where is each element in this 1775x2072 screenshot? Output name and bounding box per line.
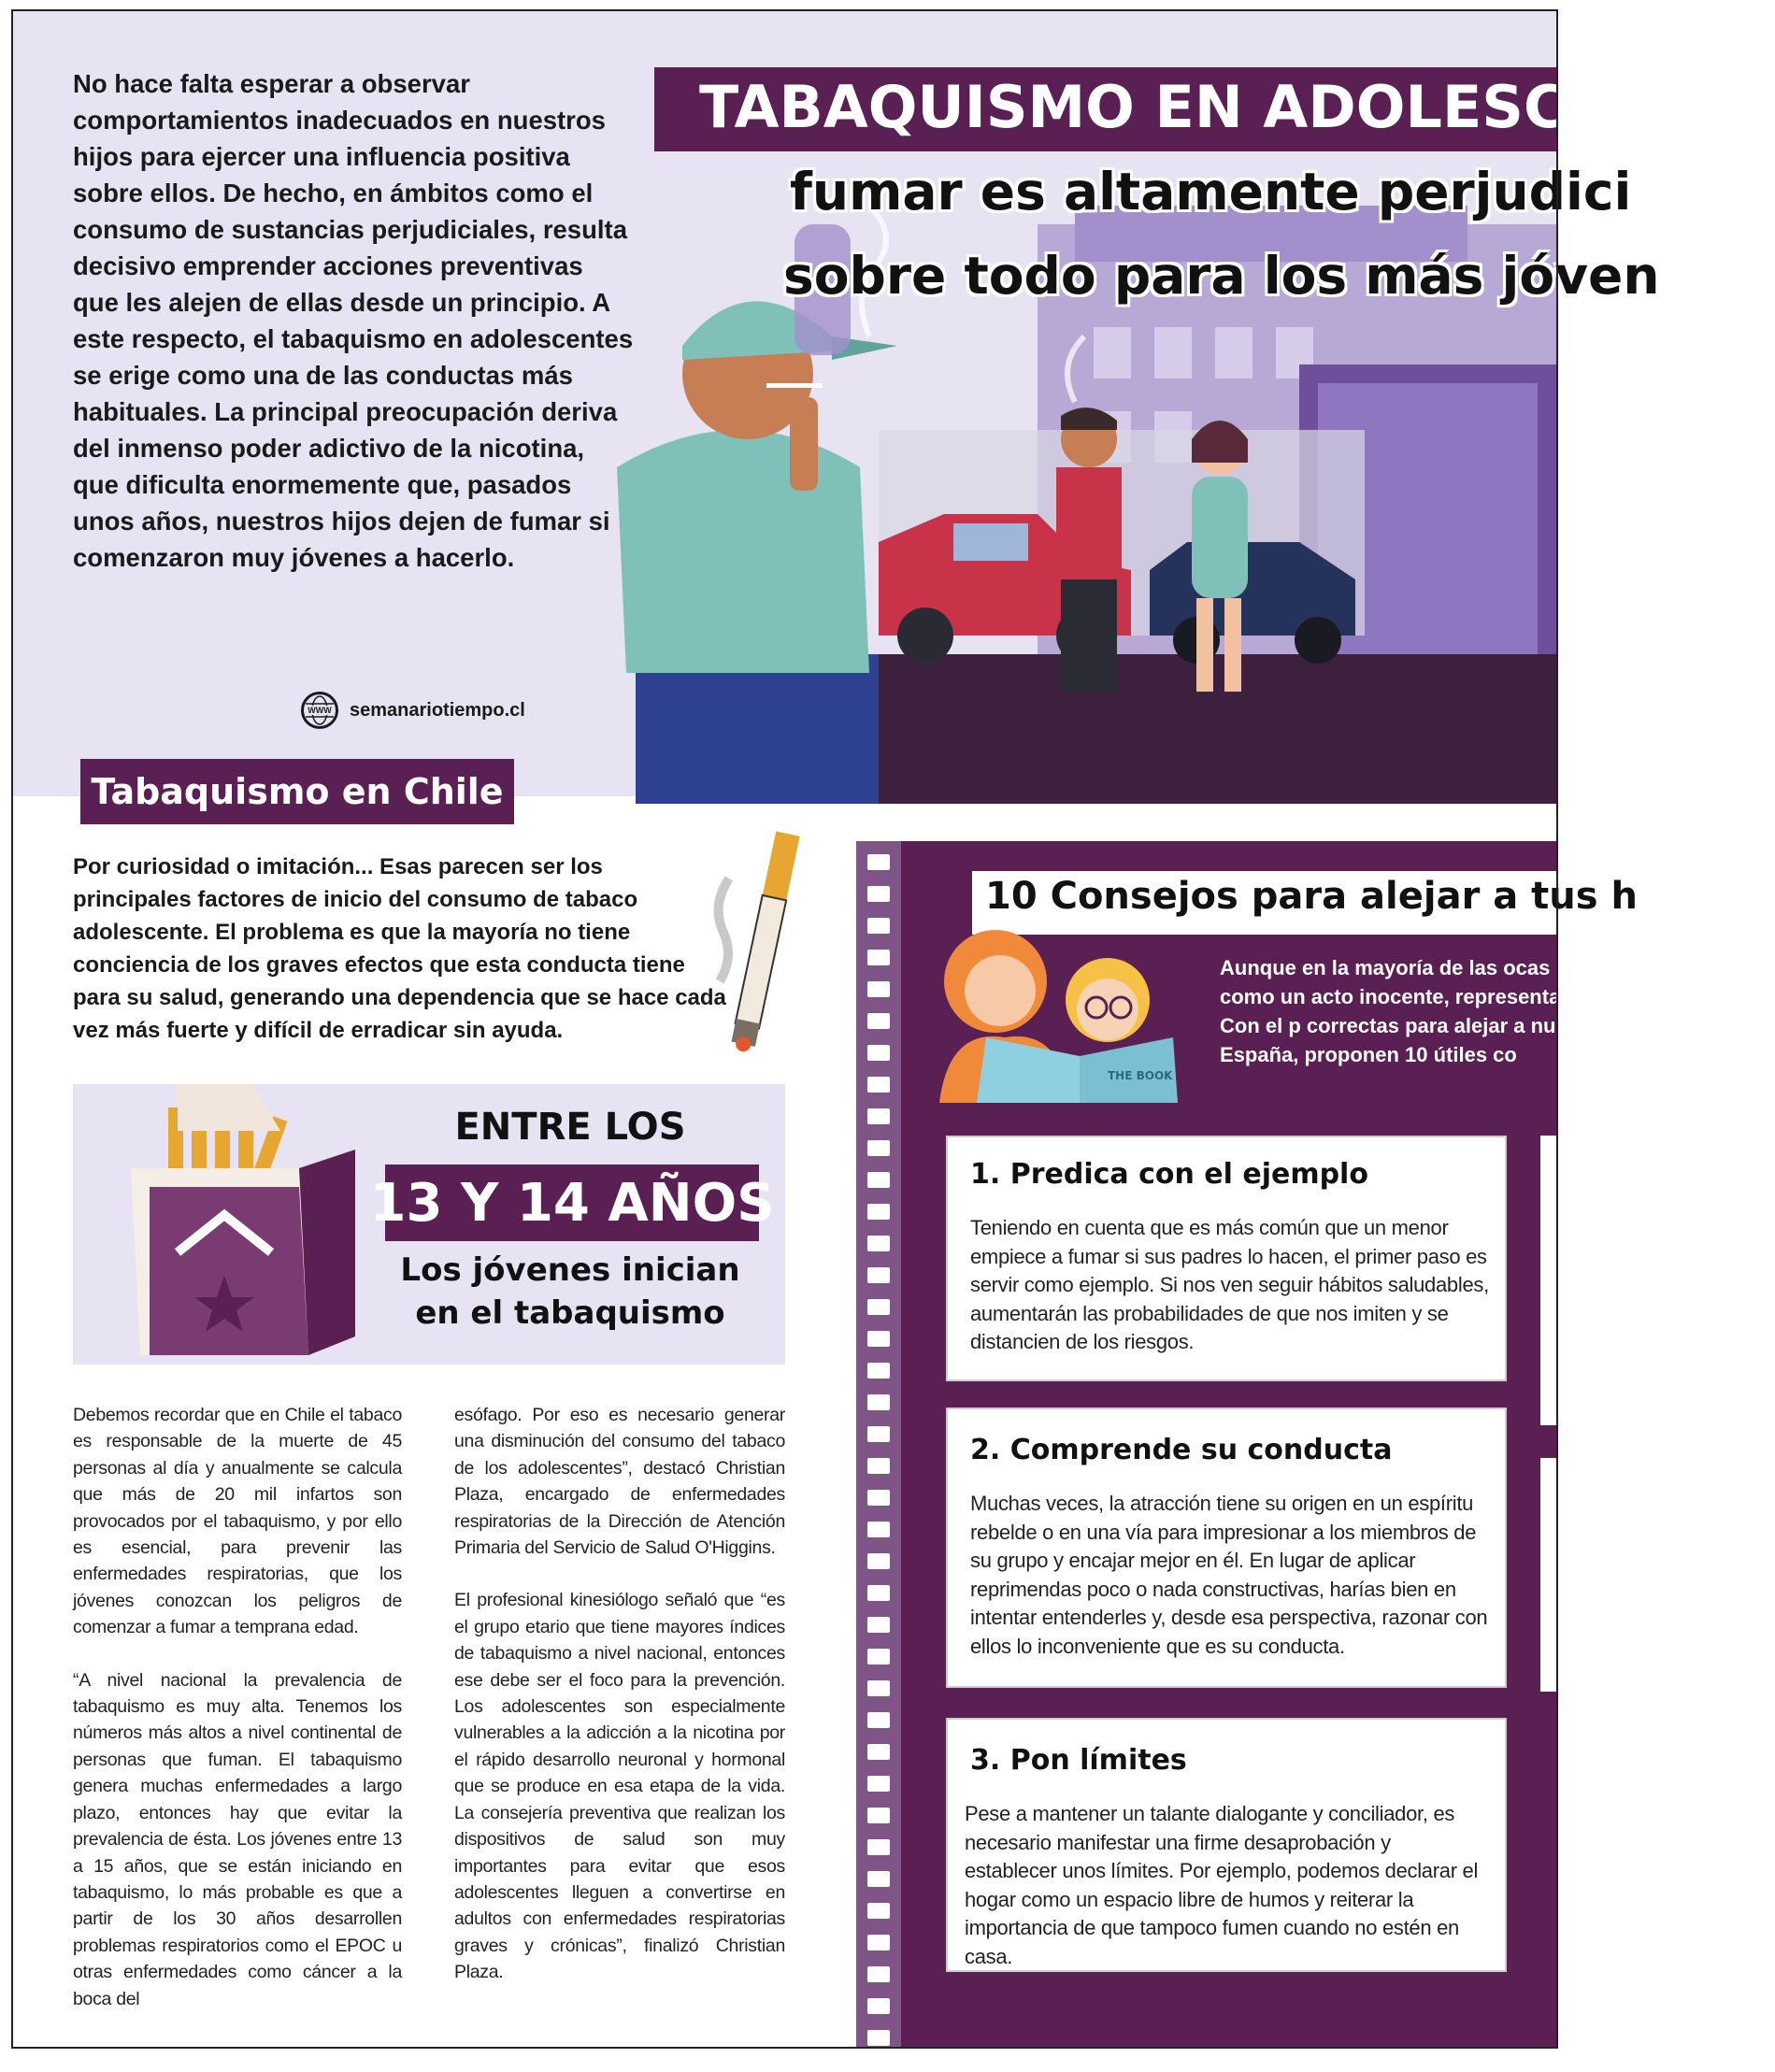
- tip-2-body: Muchas veces, la atracción tiene su origen en un espíritu rebelde o en una vía para impresionar a los miembros de su grupo y encajar mejor en él. En lugar de aplicar reprimendas poco o nada constructivas, harías bien en intentar entenderles y, desde esa perspectiva, razonar con ellos lo inconveniente que es su conducta.: [970, 1492, 1488, 1658]
- age-range-text: 13 Y 14 AÑOS: [369, 1172, 775, 1234]
- article-col1-paragraph-1: Debemos recordar que en Chile el tabaco es responsable de la muerte de 45 personas al día y anualmente se calcula que más de 20 mil infartos son provocados por el tabaquismo, y por ello es esencial, para prevenir las enfermedades respiratorias, que los jóvenes conozcan los peligros de comenzar a fumar a temprana edad.: [73, 1405, 402, 1638]
- www-label: WWW: [308, 706, 332, 715]
- age-label-bottom: Los jóvenes inician en el tabaquismo: [400, 1251, 740, 1332]
- page-border: [11, 9, 1558, 2049]
- article-col2-paragraph-1: esófago. Por eso es necesario generar una disminución del consumo del tabaco de los adolescentes”, destacó Christian Plaza, encargado de enfermedades respiratorias de la Dirección de Atención Primaria del Servicio de Salud O'Higgins.: [454, 1405, 785, 1559]
- tip-3-body: Pese a mantener un talante dialogante y conciliador, es necesario manifestar una firme desaprobación y establecer unos límites. Por ejemplo, podemos declarar el hogar como un espacio libre de humos y reiterar la importancia de que tampoco fumen cuando no estén en casa.: [965, 1802, 1479, 1968]
- tip-1-title: 1. Predica con el ejemplo: [970, 1158, 1368, 1191]
- age-label-top: ENTRE LOS: [454, 1106, 686, 1149]
- website-url[interactable]: semanariotiempo.cl: [350, 699, 525, 721]
- chile-intro-paragraph: Por curiosidad o imitación... Esas parecen ser los principales factores de inicio del consumo de tabaco adolescente. El problema es que la mayoría no tiene conciencia de los graves efectos que esta conducta tiene para su salud, generando una dependencia que se hace cada vez más fuerte y difícil de erradicar sin ayuda.: [73, 854, 726, 1043]
- tip-1-body: Teniendo en cuenta que es más común que un menor empiece a fumar si sus padres lo hacen, el primer paso es servir como ejemplo. Si nos ven seguir hábitos saludables, aumentarán las probabilidades de que nos imiten y se distancien de los riesgos.: [970, 1216, 1489, 1353]
- consejos-intro-text: Aunque en la mayoría de las ocas comienza como un acto inocente, representa a largo plazo. Con el p correctas para alejar a nuestros h de España, proponen 10 útiles co: [1220, 956, 1698, 1066]
- article-col2-paragraph-2: El profesional kinesiólogo señaló que “es el grupo etario que tiene mayores índices de tabaquismo a nivel nacional, entonces ese debe ser el foco para la prevención. Los adolescentes son especialmente vulnerables a la adicción a la nicotina por el rápido desarrollo neuronal y hormonal que se produce en esa etapa de la vida. La consejería preventiva que realizan los dispositivos de salud son muy importantes para evitar que esos adolescentes lleguen a convertirse en adultos con enfermedades respiratorias graves y crónicas”, finalizó Christian Plaza.: [454, 1590, 785, 1983]
- book-label: THE BOOK: [1108, 1069, 1173, 1082]
- main-title: TABAQUISMO EN ADOLESCENTES: [699, 73, 1775, 141]
- subtitle-line-2: sobre todo para los más jóven: [783, 246, 1660, 306]
- article-col1-paragraph-2: “A nivel nacional la prevalencia de tabaquismo es muy alta. Tenemos los números más altos a nivel continental de personas que fuman. El tabaquismo genera muchas enfermedades a largo plazo, entonces hay que evitar la prevalencia de ésta. Los jóvenes entre 13 a 15 años, que se están iniciando en tabaquismo, lo más probable es que a partir de los 30 años desarrollen problemas respiratorios como el EPOC u otras enfermedades como cáncer a la boca del: [73, 1669, 402, 2009]
- intro-paragraph: No hace falta esperar a observar comportamientos inadecuados en nuestros hijos para ejercer una influencia positiva sobre ellos. De hecho, en ámbitos como el consumo de sustancias perjudiciales, resulta decisivo emprender acciones preventivas que les alejen de ellas desde un principio. A este respecto, el tabaquismo en adolescentes se erige como una de las conductas más habituales. La principal preocupación deriva del inmenso poder adictivo de la nicotina, que dificulta enormemente que, pasados unos años, nuestros hijos dejen de fumar si comenzaron muy jóvenes a hacerlo.: [73, 69, 634, 572]
- tip-3-title: 3. Pon límites: [970, 1744, 1187, 1777]
- tip-2-title: 2. Comprende su conducta: [970, 1434, 1393, 1466]
- subtitle-line-1: fumar es altamente perjudici: [790, 162, 1632, 221]
- consejos-title-text: 10 Consejos para alejar a tus h: [985, 875, 1638, 918]
- chile-heading-text: Tabaquismo en Chile: [91, 771, 504, 812]
